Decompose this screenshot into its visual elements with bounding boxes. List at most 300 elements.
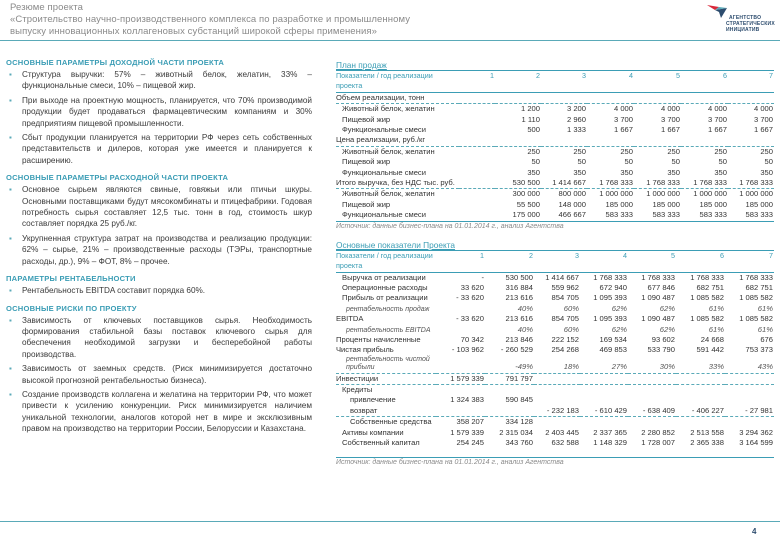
header-divider [0, 40, 780, 41]
agency-logo [705, 3, 777, 35]
cell-value: 1 000 000 [646, 189, 680, 199]
cell-value: 24 668 [700, 334, 724, 344]
total-value: 1 768 333 [739, 178, 773, 188]
row-label: Пищевой жир [342, 199, 391, 209]
group-label: Объем реализации, тонн [336, 92, 425, 102]
cell-value: 62% [611, 303, 627, 313]
cell-value: 300 000 [512, 189, 540, 199]
cell-value: 213 616 [505, 293, 533, 303]
cell-value [436, 406, 485, 417]
cell-value: 350 [760, 167, 773, 177]
cell-value [459, 168, 495, 178]
cell-value: 469 853 [599, 345, 627, 355]
income-heading: ОСНОВНЫЕ ПАРАМЕТРЫ ДОХОДНОЙ ЧАСТИ ПРОЕКТА [6, 58, 225, 67]
table-row [336, 189, 774, 200]
cell-value: 169 534 [599, 334, 627, 344]
cell-value: 1 000 000 [599, 189, 633, 199]
cell-value: 1 110 [521, 114, 540, 124]
row-label: Пищевой жир [342, 157, 391, 167]
cell-value: 3 200 [566, 104, 586, 114]
cell-value: 583 333 [699, 210, 727, 220]
total-value: 530 500 [512, 178, 540, 188]
table-row [336, 438, 774, 448]
profitability-section [6, 274, 312, 296]
spacer [459, 135, 774, 146]
cell-value: 1 667 [613, 125, 633, 135]
total-value: 1 768 333 [693, 178, 727, 188]
cell-value: 559 962 [551, 282, 579, 292]
cell-value: 185 000 [699, 199, 727, 209]
cell-value: 3 700 [660, 114, 680, 124]
cell-value [459, 115, 495, 125]
table-row [336, 325, 774, 335]
table-row [336, 314, 774, 324]
cell-value: 1 324 383 [450, 395, 484, 405]
cell-value: 466 667 [558, 210, 586, 220]
cell-value: 3 700 [613, 114, 633, 124]
table-row [336, 168, 774, 178]
cell-value: 50 [624, 157, 633, 167]
row-label: рентабельность продаж [346, 305, 430, 313]
cell-value: 350 [667, 167, 680, 177]
cell-value [459, 189, 495, 200]
cell-value: 250 [620, 146, 633, 156]
sales-plan-source: Источник: данные бизнес-плана на 01.01.2014 г., анализ Агентства [336, 222, 564, 230]
income-bullet: ▪ Структура выручки: 57% – животный белок, желатин, 33% – функциональные смеси, 10% – пищевой жир. [9, 70, 312, 91]
cell-value: 1 768 333 [641, 272, 675, 282]
cell-value: 2 403 445 [545, 427, 579, 437]
table-row [336, 384, 774, 395]
cell-value: 62% [659, 324, 675, 334]
cell-value [628, 373, 676, 384]
cell-value: 62% [611, 324, 627, 334]
cell-value: - 33 620 [456, 314, 484, 324]
cell-value [534, 395, 580, 405]
cell-value: 334 128 [505, 417, 533, 427]
cell-value [676, 373, 725, 384]
cell-value: 43% [757, 362, 773, 372]
title-line-2: «Строительство научно-производственного комплекса по разработке и промышленному [10, 14, 411, 25]
cell-value [676, 384, 725, 395]
row-label: Инвестиции [336, 373, 379, 383]
table-header-row [336, 250, 774, 272]
cell-value: 854 705 [551, 314, 579, 324]
cell-value: 185 000 [605, 199, 633, 209]
cell-value: - 232 183 [546, 405, 579, 415]
table-header-row [336, 71, 774, 93]
cell-value [459, 210, 495, 221]
year-header: 3 [582, 71, 586, 80]
cell-value: 250 [667, 146, 680, 156]
header-label: Показатели / год реализации проекта [336, 250, 433, 271]
bullet-icon: ▪ [9, 364, 12, 374]
table-row [336, 304, 774, 314]
cell-value: 185 000 [652, 199, 680, 209]
row-label: Проценты начисленные [336, 334, 421, 344]
cell-value: 2 513 558 [690, 427, 724, 437]
cell-value: 753 373 [745, 345, 773, 355]
cell-value [676, 417, 725, 428]
expense-bullet: ▪ Укрупненная структура затрат на производства и реализацию продукции: 62% – сырье, 21% – производственные расходы (ТЭРы, транспортные расходы, др.), 9% – ФОТ, 8% – прочее. [9, 233, 312, 266]
year-header: 5 [671, 250, 675, 260]
cell-value: - 33 620 [456, 293, 484, 303]
year-header: 2 [529, 250, 533, 260]
total-value: 1 768 333 [599, 178, 633, 188]
cell-value: 250 [714, 146, 727, 156]
table-row [336, 125, 774, 135]
cell-value [436, 356, 485, 373]
cell-value [580, 395, 628, 405]
cell-value [459, 157, 495, 167]
cell-value: 4 000 [753, 104, 773, 114]
cell-value: 185 000 [745, 199, 773, 209]
cell-value: 27% [611, 362, 627, 372]
table-row [336, 146, 774, 157]
row-label: рентабельность EBITDA [346, 326, 431, 334]
cell-value: 676 [760, 334, 773, 344]
cell-value: 250 [527, 146, 540, 156]
bullet-icon: ▪ [9, 70, 12, 79]
cell-value: - 638 409 [642, 405, 675, 415]
row-label: EBITDA [336, 314, 364, 324]
row-label: привлечение [350, 395, 396, 405]
bullet-icon: ▪ [9, 233, 12, 243]
cell-value: 4 000 [613, 104, 633, 114]
page-header [0, 0, 780, 40]
group-row [336, 92, 774, 103]
cell-value: - 27 981 [745, 405, 773, 415]
expense-heading: ОСНОВНЫЕ ПАРАМЕТРЫ РАСХОДНОЙ ЧАСТИ ПРОЕКТА [6, 173, 229, 183]
income-bullet: ▪ Сбыт продукции планируется на территории РФ через сеть собственных представительств и дилеров, которая уже имеется и планируется к расширению. [9, 133, 312, 165]
cell-value: 61% [708, 324, 724, 334]
year-header: 3 [575, 250, 579, 260]
risk-bullet: ▪ Зависимость от ключевых поставщиков сырья. Необходимость формирования стабильной базы поставок ключевого сырья для обеспечения необходимой загрузки и бесперебойной работы производства. [9, 315, 312, 359]
cell-value: 2 960 [566, 114, 586, 124]
row-label: Собственные средства [350, 417, 432, 427]
row-label: возврат [350, 405, 378, 415]
title-line-3: выпуску инновационных коллагеновых субстанций широкой сферы применения» [10, 26, 378, 37]
year-header: 5 [676, 71, 680, 80]
footer-divider [0, 521, 780, 522]
year-header: 4 [629, 71, 633, 80]
year-header: 1 [480, 250, 484, 260]
cell-value: 583 333 [745, 210, 773, 220]
cell-value: 583 333 [605, 210, 633, 220]
cell-value: 1 000 000 [693, 189, 727, 199]
row-label: рентабельность чистой прибыли [346, 355, 430, 372]
document-title [10, 2, 410, 38]
left-column [6, 58, 312, 442]
table-row [336, 335, 774, 345]
row-label: Прибыль от реализации [342, 293, 428, 303]
cell-value [459, 104, 495, 115]
risks-section [6, 304, 312, 435]
cell-value: 1 414 667 [545, 272, 579, 282]
cell-value: 1 085 582 [739, 293, 773, 303]
cell-value: 1 090 487 [641, 314, 675, 324]
table-row [336, 406, 774, 417]
year-header: 6 [723, 71, 727, 80]
cell-value [436, 384, 485, 395]
cell-value: 1 667 [707, 125, 727, 135]
table-row [336, 210, 774, 221]
table-row [336, 115, 774, 125]
cell-value: 50 [671, 157, 680, 167]
cell-value [534, 373, 580, 384]
year-header: 6 [720, 250, 724, 260]
cell-value [534, 384, 580, 395]
cell-value: 2 315 034 [499, 427, 533, 437]
bullet-icon: ▪ [9, 286, 12, 296]
cell-value: 1 090 487 [641, 293, 675, 303]
cell-value: 3 164 599 [739, 438, 773, 447]
row-label: Функциональные смеси [342, 125, 426, 135]
cell-value [436, 304, 485, 314]
cell-value [436, 325, 485, 335]
cell-value: 854 705 [551, 293, 579, 303]
bullet-icon: ▪ [9, 315, 12, 325]
income-bullet: ▪ При выходе на проектную мощность, планируется, что 70% производимой продукции будет продаваться фармацевтическим компаниям и 30% предприятиям пищевой промышленности. [9, 95, 312, 128]
table-row [336, 373, 774, 384]
cell-value: 1 085 582 [690, 314, 724, 324]
cell-value: - [481, 272, 484, 282]
sales-plan-title: План продаж [336, 60, 387, 70]
year-header: 4 [623, 250, 627, 260]
cell-value: 4 000 [660, 104, 680, 114]
cell-value: 1 768 333 [593, 272, 627, 282]
cell-value: 3 294 362 [739, 427, 773, 437]
logo-line-2: СТРАТЕГИЧЕСКИХ [726, 21, 775, 27]
cell-value: 2 337 365 [593, 427, 627, 437]
cell-value: 1 333 [566, 125, 586, 135]
cell-value: 591 442 [696, 345, 724, 355]
logo-line-1: АГЕНТСТВО [729, 15, 762, 21]
cell-value: 93 602 [651, 334, 675, 344]
cell-value: 533 790 [647, 345, 675, 355]
header-label: Показатели / год реализации проекта [336, 71, 433, 91]
row-label: Кредиты [342, 384, 373, 394]
flag-arrow-logo-icon [705, 3, 731, 19]
cell-value: - 260 529 [500, 345, 533, 355]
row-label: Животный белок, желатин [342, 189, 435, 199]
cell-value [485, 406, 534, 417]
cell-value: 18% [563, 362, 579, 372]
cell-value [628, 384, 676, 395]
cell-value [725, 395, 774, 405]
cell-value: 1 579 339 [450, 373, 484, 383]
year-header: 7 [769, 71, 773, 80]
cell-value: 50 [764, 157, 773, 167]
cell-value: 632 588 [551, 438, 579, 447]
cell-value: - 103 962 [451, 345, 484, 355]
expense-bullet: ▪ Основное сырьем являются свиные, говяжьи или птичьи шкуры. Основными поставщиками будут мясокомбинаты и птицефабрики. Годовая потребность сырья составляет 12,5 тыс. тонн в год, стоимость шкур составляет порядка 25 руб./кг. [9, 185, 312, 229]
table-row [336, 395, 774, 405]
cell-value: 40% [517, 303, 533, 313]
cell-value: 3 700 [707, 114, 727, 124]
cell-value: 250 [760, 146, 773, 156]
row-label: Животный белок, желатин [342, 104, 435, 114]
cell-value: 1 148 329 [593, 438, 627, 447]
cell-value: 316 884 [505, 282, 533, 292]
cell-value: 254 268 [551, 345, 579, 355]
cell-value: 175 000 [512, 210, 540, 220]
cell-value: 1 728 007 [641, 438, 675, 447]
cell-value [580, 384, 628, 395]
cell-value: 222 152 [551, 334, 579, 344]
cell-value: 50 [531, 157, 540, 167]
cell-value: 500 [527, 125, 540, 135]
row-label: Функциональные смеси [342, 167, 426, 177]
indicators-table [336, 250, 774, 449]
expense-section [6, 173, 312, 267]
bullet-icon: ▪ [9, 95, 12, 105]
cell-value: 1 085 582 [690, 293, 724, 303]
cell-value: 50 [718, 157, 727, 167]
total-value: 1 768 333 [646, 178, 680, 188]
cell-value: 40% [517, 324, 533, 334]
cell-value: 350 [573, 167, 586, 177]
cell-value [725, 417, 774, 428]
table-row [336, 104, 774, 115]
cell-value: 682 751 [745, 282, 773, 292]
cell-value: 1 200 [520, 104, 540, 114]
profitability-heading: ПАРАМЕТРЫ РЕНТАБЕЛЬНОСТИ [6, 274, 136, 284]
cell-value [485, 384, 534, 395]
cell-value: 800 000 [558, 189, 586, 199]
cell-value: 672 940 [599, 282, 627, 292]
page-number: 4 [752, 527, 757, 536]
cell-value: 1 000 000 [739, 189, 773, 199]
cell-value: 350 [714, 167, 727, 177]
cell-value: 677 846 [647, 282, 675, 292]
cell-value: 1 667 [660, 125, 680, 135]
indicators-bottom-rule [336, 448, 774, 458]
cell-value: 1 768 333 [739, 272, 773, 282]
bullet-icon: ▪ [9, 133, 12, 143]
row-label: Активы компании [342, 427, 404, 437]
cell-value: 590 845 [505, 395, 533, 405]
cell-value: 358 207 [456, 417, 484, 427]
cell-value: 148 000 [558, 199, 586, 209]
cell-value [676, 395, 725, 405]
row-label: Собственный капитал [342, 438, 420, 447]
cell-value [725, 373, 774, 384]
profitability-bullet: ▪ Рентабельность EBITDA составит порядка 60%. [9, 286, 206, 296]
year-header: 7 [769, 250, 773, 260]
indicators-source: Источник: данные бизнес-плана на 01.01.2014 г., анализ Агентства [336, 459, 564, 467]
cell-value: 55 500 [516, 199, 540, 209]
table-row [336, 345, 774, 355]
logo-line-3: ИНИЦИАТИВ [726, 27, 760, 33]
year-header: 2 [536, 71, 540, 80]
cell-value: 33 620 [460, 282, 484, 292]
indicators-title: Основные показатели Проекта [336, 239, 456, 250]
row-label: Животный белок, желатин [342, 146, 435, 156]
table-row [336, 293, 774, 303]
bullet-icon: ▪ [9, 389, 12, 399]
table-row [336, 417, 774, 428]
row-label: Пищевой жир [342, 114, 391, 124]
cell-value: 4 000 [707, 104, 727, 114]
cell-value: 213 846 [505, 334, 533, 344]
cell-value [725, 384, 774, 395]
total-label: Итого выручка, без НДС тыс. руб. [336, 178, 455, 188]
group-label: Цена реализации, руб./кг [336, 135, 426, 145]
cell-value: 2 280 852 [641, 427, 675, 437]
cell-value: 50 [577, 157, 586, 167]
cell-value: 1 095 393 [593, 314, 627, 324]
row-label: Чистая прибыль [336, 345, 394, 355]
cell-value: 682 751 [696, 282, 724, 292]
cell-value: 250 [573, 146, 586, 156]
row-label: Выручка от реализации [342, 272, 426, 282]
cell-value: 213 616 [505, 314, 533, 324]
right-column [336, 60, 774, 468]
cell-value: 350 [620, 167, 633, 177]
cell-value: 61% [708, 303, 724, 313]
cell-value: 1 095 393 [593, 293, 627, 303]
table-row [336, 356, 774, 373]
cell-value: - 406 227 [691, 405, 724, 415]
cell-value [628, 417, 676, 428]
cell-value: 61% [757, 324, 773, 334]
cell-value: 61% [757, 303, 773, 313]
risk-bullet: ▪ Зависимость от заемных средств. (Риск минимизируется достаточно высокой прогнозной рентабельностью бизнеса). [9, 364, 312, 385]
cell-value: 62% [659, 303, 675, 313]
risks-heading: ОСНОВНЫЕ РИСКИ ПО ПРОЕКТУ [6, 303, 137, 313]
cell-value: 60% [563, 324, 579, 334]
cell-value: 1 768 333 [690, 272, 724, 282]
cell-value: 343 760 [505, 438, 533, 447]
cell-value: 60% [563, 303, 579, 313]
risk-bullet: ▪ Создание производств коллагена и желатина на территории РФ, что может привести к усилению конкуренции. Риск минимизируется наличием уникальной технологии, аналогов которой нет в мире и эксклюзивным правом на производство на территории России, Белоруссии и Казахстана. [9, 389, 312, 434]
table-row [336, 272, 774, 283]
cell-value: - 610 429 [594, 405, 627, 415]
total-row [336, 178, 774, 189]
total-value: 1 414 667 [552, 178, 586, 188]
cell-value [459, 200, 495, 210]
table-row [336, 283, 774, 293]
table-row [336, 428, 774, 438]
cell-value [459, 125, 495, 135]
row-label: Функциональные смеси [342, 210, 426, 220]
cell-value: 583 333 [652, 210, 680, 220]
spacer [459, 92, 774, 103]
cell-value: -49% [515, 362, 533, 372]
year-header: 1 [490, 71, 494, 80]
cell-value: 530 500 [505, 272, 533, 282]
bullet-icon: ▪ [9, 185, 12, 195]
cell-value: 2 365 338 [690, 438, 724, 447]
cell-value: 33% [708, 362, 724, 372]
cell-value: 254 245 [456, 438, 484, 447]
cell-value: 791 797 [505, 373, 533, 383]
cell-value: 1 579 339 [450, 427, 484, 437]
cell-value: 70 342 [460, 334, 484, 344]
cell-value [580, 417, 628, 428]
group-row [336, 135, 774, 146]
cell-value: 1 085 582 [739, 314, 773, 324]
row-label: Операционные расходы [342, 282, 428, 292]
table-row [336, 157, 774, 167]
cell-value [459, 146, 495, 157]
cell-value: 30% [659, 362, 675, 372]
cell-value [534, 417, 580, 428]
cell-value: 3 700 [753, 114, 773, 124]
sales-plan-table [336, 70, 774, 222]
table-row [336, 200, 774, 210]
cell-value [628, 395, 676, 405]
